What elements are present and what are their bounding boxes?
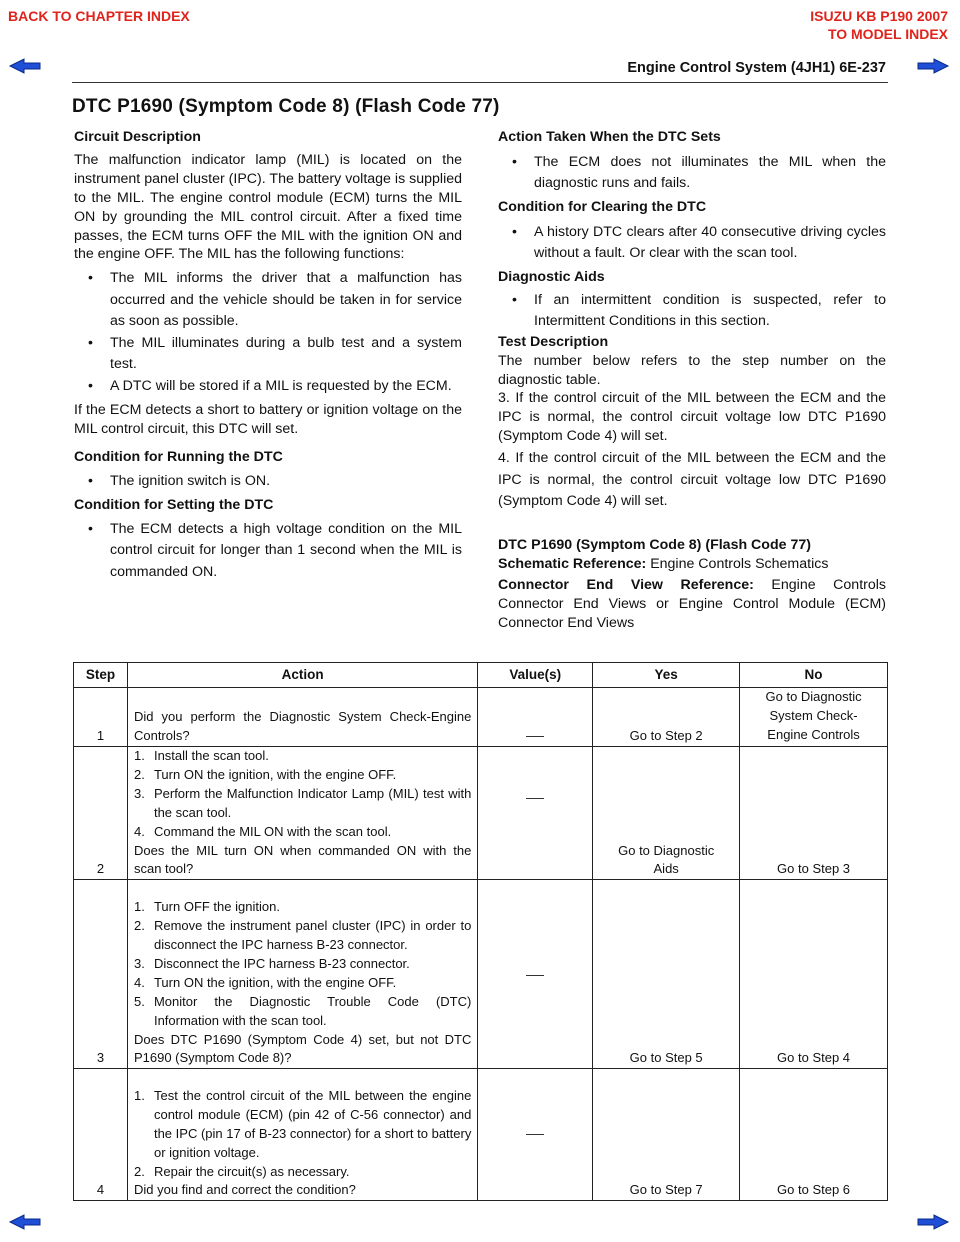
list-item: • A DTC will be stored if a MIL is requested by the ECM. xyxy=(74,376,462,398)
action-cell xyxy=(127,747,477,880)
yes-cell[interactable]: Go to Step 7 xyxy=(593,1069,740,1201)
step-instructions xyxy=(134,898,471,1030)
instruction-item: 1. Test the control circuit of the MIL between the engine control module (ECM) (pin 42 of C-56 connector) and the IPC (pin 17 of B-23 connector) for a short to battery or ignition voltage. xyxy=(133,1087,472,1160)
step-question: Did you perform the Diagnostic System Check-Engine Controls? xyxy=(133,709,472,744)
instruction-item: 3. Perform the Malfunction Indicator Lamp (MIL) test with the scan tool. xyxy=(133,785,472,820)
no-cell[interactable]: Go to Diagnostic System Check-Engine Controls xyxy=(740,688,888,747)
no-cell[interactable]: Go to Step 6 xyxy=(740,1069,888,1201)
value-cell xyxy=(478,688,593,747)
instruction-text: Install the scan tool. xyxy=(153,748,269,763)
instruction-text: Disconnect the IPC harness B-23 connector. xyxy=(153,955,410,971)
step-number: 4 xyxy=(74,1069,128,1201)
running-condition-heading: Condition for Running the DTC xyxy=(74,449,283,466)
yes-column-header: Yes xyxy=(593,663,740,688)
next-page-arrow-icon[interactable] xyxy=(916,58,950,74)
value-cell xyxy=(478,747,593,880)
model-name-link[interactable]: ISUZU KB P190 2007 xyxy=(810,8,948,24)
step-question: Did you find and correct the condition? xyxy=(133,1182,356,1198)
setting-condition-heading: Condition for Setting the DTC xyxy=(74,496,274,513)
instruction-item: 4. Turn ON the ignition, with the engine OFF. xyxy=(133,974,397,990)
step-column-header: Step xyxy=(74,663,128,688)
value-cell xyxy=(478,1069,593,1201)
instruction-text: Command the MIL ON with the scan tool. xyxy=(153,823,392,839)
connector-reference xyxy=(498,576,886,633)
instruction-item: 1. Install the scan tool. xyxy=(133,748,269,763)
list-item: • If an intermittent condition is suspected, refer to Intermittent Conditions in this section. xyxy=(498,290,886,333)
list-item: • The ECM does not illuminates the MIL when the diagnostic runs and fails. xyxy=(498,152,886,195)
step-number: 3 xyxy=(74,880,128,1069)
clearing-condition-list xyxy=(498,222,886,265)
schematic-reference-link[interactable]: Engine Controls Schematics xyxy=(646,555,829,572)
right-column xyxy=(498,128,886,633)
list-item: • A history DTC clears after 40 consecutive driving cycles without a fault. Or clear with the scan tool. xyxy=(498,222,886,265)
step-question: Does DTC P1690 (Symptom Code 4) set, but not DTC P1690 (Symptom Code 8)? xyxy=(133,1031,472,1066)
no-cell[interactable]: Go to Step 3 xyxy=(740,747,888,880)
instruction-text: Remove the instrument panel cluster (IPC) in order to disconnect the IPC harness B-23 connector. xyxy=(153,918,472,952)
step-number: 2 xyxy=(74,747,128,880)
test-note-3: 3. If the control circuit of the MIL between the ECM and the IPC is normal, the control circuit voltage low DTC P1690 (Symptom Code 4) will set. xyxy=(498,390,886,445)
dtc-title-repeat: DTC P1690 (Symptom Code 8) (Flash Code 77) xyxy=(498,536,811,553)
test-description-text: The number below refers to the step number on the diagnostic table. xyxy=(498,352,886,388)
test-note-4: 4. If the control circuit of the MIL between the ECM and the IPC is normal, the control circuit voltage low DTC P1690 (Symptom Code 4) will set. xyxy=(498,450,886,510)
list-item: • The MIL illuminates during a bulb test and a system test. xyxy=(74,333,462,376)
list-item: • The ECM detects a high voltage condition on the MIL control circuit for longer than 1 second when the MIL is commanded ON. xyxy=(74,519,462,584)
instruction-item: 5. Monitor the Diagnostic Trouble Code (DTC) Information with the scan tool. xyxy=(133,993,472,1028)
table-row xyxy=(74,880,888,1069)
list-item: • The ignition switch is ON. xyxy=(74,472,462,491)
instruction-text: Repair the circuit(s) as necessary. xyxy=(153,1163,350,1179)
no-cell[interactable]: Go to Step 4 xyxy=(740,880,888,1069)
running-condition-list xyxy=(74,472,462,491)
instruction-item: 2. Remove the instrument panel cluster (IPC) in order to disconnect the IPC harness B-23 connector. xyxy=(133,918,472,952)
action-column-header: Action xyxy=(127,663,477,688)
instruction-text: Turn ON the ignition, with the engine OFF. xyxy=(153,974,397,990)
action-cell xyxy=(127,880,477,1069)
next-page-arrow-bottom-icon[interactable] xyxy=(916,1214,950,1230)
previous-page-arrow-icon[interactable] xyxy=(8,58,42,74)
instruction-text: Test the control circuit of the MIL between the engine control module (ECM) (pin 42 of C-56 connector) and the IPC (pin 17 of B-23 connector) for a short to battery or ignition voltage. xyxy=(153,1087,472,1160)
diagnostic-aids-list xyxy=(498,290,886,333)
action-taken-list xyxy=(498,152,886,195)
table-row xyxy=(74,1069,888,1201)
action-cell xyxy=(127,688,477,747)
setting-condition-list xyxy=(74,519,462,584)
running-header: Engine Control System (4JH1) 6E-237 xyxy=(627,60,886,76)
instruction-item: 1. Turn OFF the ignition. xyxy=(133,899,280,915)
previous-page-arrow-bottom-icon[interactable] xyxy=(8,1214,42,1230)
yes-cell[interactable]: Go to Step 2 xyxy=(593,688,740,747)
diagnostic-aids-heading: Diagnostic Aids xyxy=(498,268,605,285)
list-item: • The MIL informs the driver that a malfunction has occurred and the vehicle should be taken in for service as soon as possible. xyxy=(74,268,462,333)
header-divider xyxy=(72,82,888,83)
schematic-reference xyxy=(498,555,886,574)
instruction-text: Turn ON the ignition, with the engine OFF. xyxy=(153,766,397,782)
step-instructions xyxy=(134,1087,471,1182)
schematic-reference-label: Schematic Reference: xyxy=(498,555,647,572)
instruction-text: Perform the Malfunction Indicator Lamp (MIL) test with the scan tool. xyxy=(153,785,472,820)
step-instructions xyxy=(134,747,471,842)
value-cell xyxy=(478,880,593,1069)
circuit-description-heading: Circuit Description xyxy=(74,129,201,145)
test-description-heading: Test Description xyxy=(498,333,609,350)
instruction-item: 2. Repair the circuit(s) as necessary. xyxy=(133,1163,350,1179)
action-cell xyxy=(127,1069,477,1201)
values-column-header: Value(s) xyxy=(478,663,593,688)
instruction-item: 2. Turn ON the ignition, with the engine OFF. xyxy=(133,766,397,782)
empty-value-dash xyxy=(526,736,544,737)
table-row xyxy=(74,747,888,880)
yes-cell[interactable]: Go to Step 5 xyxy=(593,880,740,1069)
yes-cell[interactable]: Go to Diagnostic Aids xyxy=(593,747,740,880)
step-question: Does the MIL turn ON when commanded ON with the scan tool? xyxy=(133,842,472,877)
table-row xyxy=(74,688,888,747)
step-number: 1 xyxy=(74,688,128,747)
instruction-item: 3. Disconnect the IPC harness B-23 connector. xyxy=(133,955,410,971)
page-title: DTC P1690 (Symptom Code 8) (Flash Code 77) xyxy=(72,96,500,117)
circuit-description-text: The malfunction indicator lamp (MIL) is located on the instrument panel cluster (IPC). The battery voltage is supplied to the MIL. The engine control module (ECM) turns the MIL ON by grounding the MIL control circuit. After a fixed time passes, the ECM turns OFF the MIL with the ignition ON and the engine OFF. The MIL has the following functions: xyxy=(74,151,462,263)
empty-value-dash xyxy=(526,1134,544,1135)
table-header-row xyxy=(74,663,888,688)
empty-value-dash xyxy=(526,975,544,976)
diagnostic-table xyxy=(73,662,888,1201)
instruction-text: Turn OFF the ignition. xyxy=(153,899,280,915)
no-column-header: No xyxy=(740,663,888,688)
clearing-condition-heading: Condition for Clearing the DTC xyxy=(498,198,707,215)
mil-functions-list xyxy=(74,268,462,397)
short-detection-text: If the ECM detects a short to battery or ignition voltage on the MIL control circuit, this DTC will set. xyxy=(74,402,462,438)
instruction-text: Monitor the Diagnostic Trouble Code (DTC) Information with the scan tool. xyxy=(153,993,472,1028)
connector-reference-label: Connector End View Reference: xyxy=(498,577,754,594)
connector-reference-link[interactable]: Engine Controls Connector End Views or Engine Control Module (ECM) Connector End Views xyxy=(498,577,887,632)
action-taken-heading: Action Taken When the DTC Sets xyxy=(498,129,721,145)
instruction-item: 4. Command the MIL ON with the scan tool. xyxy=(133,823,392,839)
empty-value-dash xyxy=(526,798,544,799)
left-column xyxy=(74,128,462,583)
back-to-chapter-index-link[interactable]: BACK TO CHAPTER INDEX xyxy=(8,8,190,24)
to-model-index-link[interactable]: TO MODEL INDEX xyxy=(827,26,948,42)
